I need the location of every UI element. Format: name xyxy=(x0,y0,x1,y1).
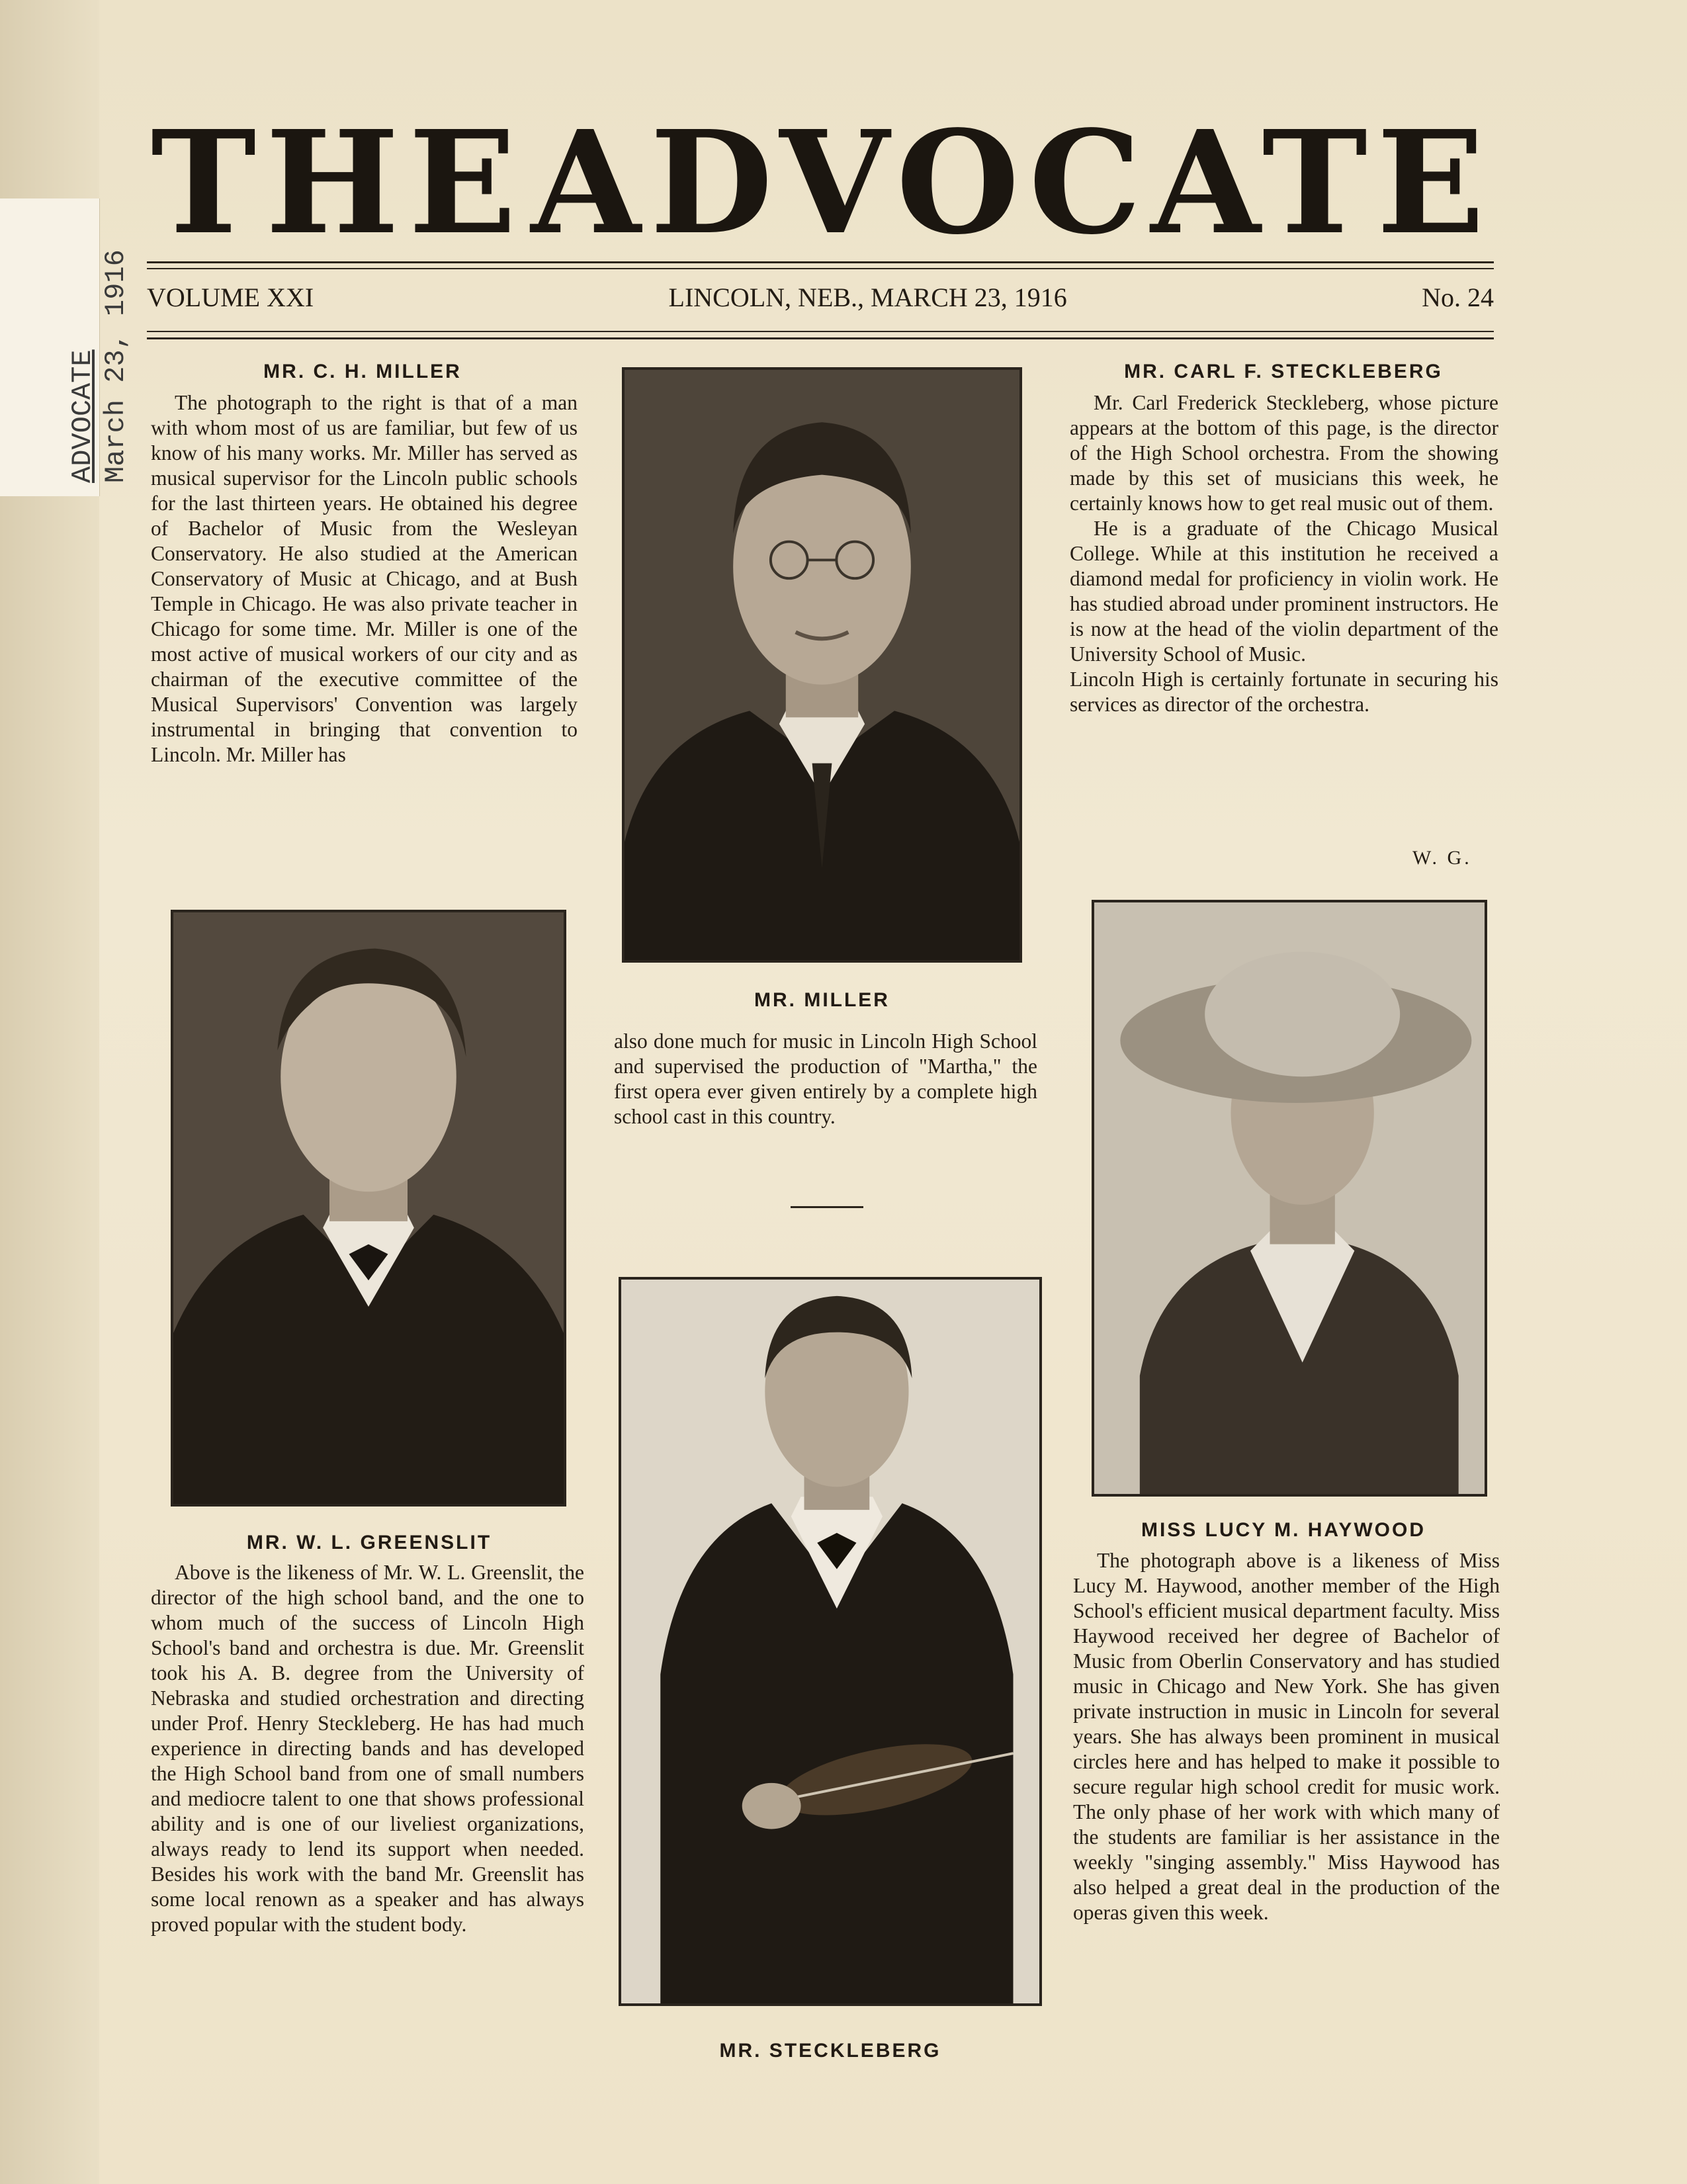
masthead-rule-top-inner xyxy=(147,268,1494,269)
section-divider xyxy=(791,1206,863,1208)
miller-body: The photograph to the right is that of a man with whom most of us are familiar, but few of us know of his many works. Mr. Miller has served as musical supervisor for the Lincoln public schools for the last thirteen years. He obtained his degree of Bachelor of Music from the Wesleyan Conservatory. He also studied at the American Conservatory of Music at Chicago, and at Bush Temple in Chicago. He was also private teacher in Chicago for some time. Mr. Miller is one of the most active of musical workers of our city and as chairman of the executive committee of the Musical Supervisors' Convention was largely instrumental in bringing that convention to Lincoln. Mr. Miller has xyxy=(151,391,578,766)
haywood-photo xyxy=(1092,900,1487,1497)
steckleberg-paragraph-1: Mr. Carl Frederick Steckleberg, whose picture appears at the bottom of this page, is the director of the High School orchestra. From the showing made by this set of musicians this week, he certainly knows how to get real music out of them. xyxy=(1070,391,1498,515)
issue-number: No. 24 xyxy=(1422,283,1494,312)
steckleberg-heading: MR. CARL F. STECKLEBERG xyxy=(1124,361,1443,382)
steckleberg-caption: MR. STECKLEBERG xyxy=(719,2040,941,2062)
steckleberg-paragraph-2: He is a graduate of the Chicago Musical College. While at this institution he received a diamond medal for proficiency in violin work. He has studied abroad under prominent instructors. He is now at the head of the violin department of the University School of Music. xyxy=(1070,517,1498,666)
archive-label xyxy=(0,198,132,496)
haywood-heading: MISS LUCY M. HAYWOOD xyxy=(1141,1519,1426,1541)
miller-portrait-image xyxy=(625,370,1019,960)
dateline xyxy=(147,284,1494,311)
haywood-article xyxy=(1073,1548,1500,1925)
masthead xyxy=(151,100,1494,266)
dateline-rule-top xyxy=(147,331,1494,332)
masthead-rule-top xyxy=(147,261,1494,263)
greenslit-photo xyxy=(171,910,566,1507)
dateline-rule-bottom xyxy=(147,337,1494,339)
masthead-word-advocate: ADVOCATE xyxy=(531,100,1494,266)
steckleberg-paragraph-3: Lincoln High is certainly fortunate in securing his services as director of the orchestra. xyxy=(1070,668,1498,716)
greenslit-heading: MR. W. L. GREENSLIT xyxy=(246,1532,492,1553)
haywood-body: The photograph above is a likeness of Miss Lucy M. Haywood, another member of the High School's efficient musical department faculty. Miss Haywood received her degree of Bachelor of Music from Oberlin Conservatory and has studied music in Chicago and New York. She has given private instruction in music in Lincoln for several years. She has always been prominent in musical circles here and has helped to make it possible to secure regular high school credit for music work. The only phase of her work with which many of the students are familiar is her assistance in the weekly "singing assembly." Miss Haywood has also helped a great deal in the production of the operas given this week. xyxy=(1073,1549,1500,1924)
miller-heading: MR. C. H. MILLER xyxy=(263,361,462,382)
greenslit-portrait-image xyxy=(173,912,564,1504)
archive-label-title: ADVOCATE xyxy=(67,349,99,483)
archive-label-date: March 23, 1916 xyxy=(100,249,132,483)
miller-photo xyxy=(622,367,1022,963)
volume-number: VOLUME XXI xyxy=(147,283,314,312)
miller-caption: MR. MILLER xyxy=(754,989,890,1011)
greenslit-article xyxy=(151,1560,584,1937)
steckleberg-article xyxy=(1070,390,1498,717)
miller-continued xyxy=(614,1029,1037,1129)
place-and-date: LINCOLN, NEB., MARCH 23, 1916 xyxy=(668,283,1067,312)
article-signature: W. G. xyxy=(1412,847,1472,869)
steckleberg-photo xyxy=(619,1277,1042,2006)
masthead-word-the: THE xyxy=(151,100,526,266)
greenslit-body: Above is the likeness of Mr. W. L. Greenslit, the director of the high school band, and the one to whom much of the success of Lincoln High School's band and orchestra is due. Mr. Greenslit took his A. B. degree from the University of Nebraska and studied orchestration and directing under Prof. Henry Steckleberg. He has had much experience in directing bands and has developed the High School band from one of small numbers and mediocre talent to one that shows professional ability and is one of our liveliest organizations, always ready to lend its support when needed. Besides his work with the band Mr. Greenslit has some local renown as a speaker and has always proved popular with the student body. xyxy=(151,1561,584,1936)
haywood-portrait-image xyxy=(1094,902,1485,1494)
steckleberg-portrait-image xyxy=(621,1280,1039,2003)
miller-article xyxy=(151,390,578,863)
miller-continued-text: also done much for music in Lincoln High School and supervised the production of "Martha," the first opera ever given entirely by a complete high school cast in this country. xyxy=(614,1029,1037,1128)
